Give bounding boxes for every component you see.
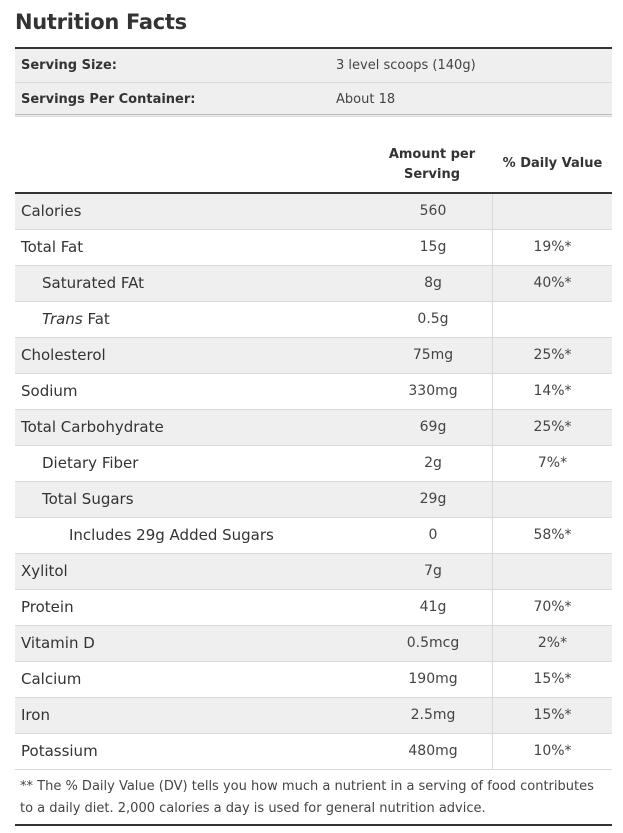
nutrient-row	[15, 662, 612, 698]
nutrient-amount: 0.5mcg	[406, 635, 460, 651]
nutrient-name: Sodium	[21, 382, 78, 400]
serving-size-value: 3 level scoops (140g)	[336, 58, 476, 73]
amount-header-line1: Amount per	[388, 147, 476, 162]
nutrient-name: Saturated FAt	[42, 274, 144, 292]
nutrient-amount: 2g	[424, 455, 442, 471]
nutrient-row	[15, 194, 612, 230]
nutrient-row	[15, 446, 612, 482]
footnote: ** The % Daily Value (DV) tells you how much a nutrient in a serving of food contributes to a daily diet. 2,000 calories a day is used for general nutrition advice.	[20, 779, 594, 816]
serving-bottom-rule	[15, 114, 612, 115]
nutrient-amount: 330mg	[408, 383, 458, 399]
serving-info	[15, 49, 612, 117]
nutrient-name-rest: Fat	[82, 310, 110, 328]
nutrient-name: Dietary Fiber	[42, 454, 139, 472]
nutrient-row	[15, 482, 612, 518]
nutrient-daily-value: 40%*	[533, 275, 572, 291]
nutrient-row	[15, 626, 612, 662]
nutrient-daily-value: 2%*	[537, 635, 568, 651]
column-divider	[492, 482, 493, 517]
nutrient-daily-value: 25%*	[533, 347, 572, 363]
nutrient-daily-value: 70%*	[533, 599, 572, 615]
nutrient-name: Includes 29g Added Sugars	[69, 526, 274, 544]
amount-per-serving-header	[377, 145, 487, 185]
column-divider	[492, 302, 493, 337]
nutrient-name: Xylitol	[21, 562, 68, 580]
nutrient-row	[15, 734, 612, 770]
nutrient-daily-value: 15%*	[533, 671, 572, 687]
nutrient-row	[15, 518, 612, 554]
nutrient-daily-value: 7%*	[537, 455, 568, 471]
nutrient-amount: 8g	[424, 275, 442, 291]
nutrient-amount: 15g	[419, 239, 447, 255]
daily-value-header: % Daily Value	[502, 156, 603, 171]
nutrient-name: Potassium	[21, 742, 98, 760]
serving-size-label: Serving Size:	[21, 58, 118, 73]
nutrient-amount: 69g	[419, 419, 447, 435]
bottom-rule	[15, 824, 612, 826]
nutrient-row	[15, 338, 612, 374]
servings-per-container-value: About 18	[336, 92, 396, 107]
nutrient-row	[15, 230, 612, 266]
nutrient-row	[15, 410, 612, 446]
nutrient-row	[15, 374, 612, 410]
amount-header-line2: Serving	[403, 167, 461, 182]
nutrient-name: Total Carbohydrate	[21, 418, 164, 436]
nutrient-name: Protein	[21, 598, 74, 616]
nutrient-name	[42, 310, 110, 328]
nutrient-daily-value: 19%*	[533, 239, 572, 255]
column-divider	[492, 554, 493, 589]
nutrient-table	[15, 194, 612, 770]
nutrient-daily-value: 10%*	[533, 743, 572, 759]
nutrient-name: Iron	[21, 706, 50, 724]
nutrient-daily-value: 58%*	[533, 527, 572, 543]
nutrient-amount: 0.5g	[417, 311, 449, 327]
nutrient-name: Total Sugars	[42, 490, 134, 508]
nutrient-name: Calories	[21, 202, 82, 220]
nutrient-amount: 190mg	[408, 671, 458, 687]
servings-per-container-label: Servings Per Container:	[21, 92, 196, 107]
nutrient-name: Cholesterol	[21, 346, 106, 364]
servings-per-container-row	[15, 83, 612, 117]
nutrient-amount: 75mg	[412, 347, 454, 363]
nutrient-row	[15, 266, 612, 302]
page-title: Nutrition Facts	[15, 10, 187, 34]
nutrient-row	[15, 698, 612, 734]
column-divider	[492, 194, 493, 229]
nutrient-row	[15, 554, 612, 590]
serving-size-row	[15, 49, 612, 83]
nutrient-row	[15, 302, 612, 338]
nutrient-row	[15, 590, 612, 626]
table-header	[15, 145, 612, 192]
nutrient-name: Total Fat	[21, 238, 84, 256]
nutrient-amount: 41g	[419, 599, 447, 615]
nutrient-name: Calcium	[21, 670, 82, 688]
nutrient-amount: 560	[419, 203, 447, 219]
nutrient-amount: 480mg	[408, 743, 458, 759]
nutrient-amount: 29g	[419, 491, 447, 507]
nutrient-amount: 7g	[424, 563, 442, 579]
nutrient-daily-value: 15%*	[533, 707, 572, 723]
nutrient-amount: 2.5mg	[410, 707, 456, 723]
nutrient-name-italic: Trans	[42, 310, 83, 328]
nutrient-amount: 0	[428, 527, 438, 543]
nutrient-daily-value: 14%*	[533, 383, 572, 399]
nutrient-name: Vitamin D	[21, 634, 95, 652]
nutrient-daily-value: 25%*	[533, 419, 572, 435]
